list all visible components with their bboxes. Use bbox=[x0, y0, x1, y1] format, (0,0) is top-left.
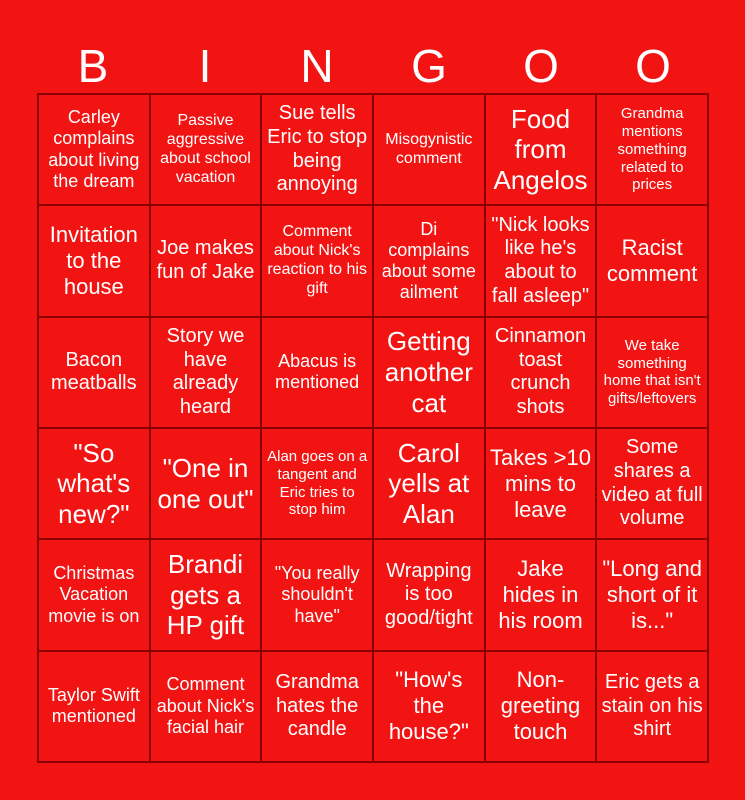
bingo-cell[interactable]: Wrapping is too good/tight bbox=[373, 539, 485, 650]
bingo-header bbox=[37, 38, 709, 94]
bingo-cell[interactable]: "You really shouldn't have" bbox=[261, 539, 373, 650]
bingo-cell[interactable]: Grandma hates the candle bbox=[261, 651, 373, 762]
bingo-cell[interactable]: Grandma mentions something related to prices bbox=[596, 94, 708, 205]
bingo-cell[interactable]: Carley complains about living the dream bbox=[38, 94, 150, 205]
bingo-cell[interactable]: Eric gets a stain on his shirt bbox=[596, 651, 708, 762]
header-letter-6: O bbox=[635, 40, 671, 92]
header-letter-1: B bbox=[77, 40, 109, 92]
bingo-cell[interactable]: Taylor Swift mentioned bbox=[38, 651, 150, 762]
bingo-cell[interactable]: Carol yells at Alan bbox=[373, 428, 485, 539]
bingo-cell[interactable]: Getting another cat bbox=[373, 317, 485, 428]
bingo-cell[interactable]: Some shares a video at full volume bbox=[596, 428, 708, 539]
bingo-cell[interactable]: Di complains about some ailment bbox=[373, 205, 485, 316]
bingo-cell[interactable]: "Nick looks like he's about to fall asleep" bbox=[485, 205, 597, 316]
bingo-cell[interactable]: We take something home that isn't gifts/leftovers bbox=[596, 317, 708, 428]
bingo-cell[interactable]: Abacus is mentioned bbox=[261, 317, 373, 428]
bingo-cell[interactable]: "How's the house?" bbox=[373, 651, 485, 762]
bingo-cell[interactable]: Jake hides in his room bbox=[485, 539, 597, 650]
bingo-cell[interactable]: Brandi gets a HP gift bbox=[150, 539, 262, 650]
bingo-cell[interactable]: Comment about Nick's reaction to his gift bbox=[261, 205, 373, 316]
bingo-cell[interactable]: Story we have already heard bbox=[150, 317, 262, 428]
bingo-cell[interactable]: Misogynistic comment bbox=[373, 94, 485, 205]
bingo-cell[interactable]: Christmas Vacation movie is on bbox=[38, 539, 150, 650]
bingo-cell[interactable]: Alan goes on a tangent and Eric tries to stop him bbox=[261, 428, 373, 539]
header-letter-5: O bbox=[523, 40, 559, 92]
header-letter-2: I bbox=[198, 40, 212, 92]
bingo-board bbox=[37, 93, 709, 763]
bingo-cell[interactable]: Racist comment bbox=[596, 205, 708, 316]
bingo-cell[interactable]: Passive aggressive about school vacation bbox=[150, 94, 262, 205]
bingo-cell[interactable]: "One in one out" bbox=[150, 428, 262, 539]
header-letter-3: N bbox=[300, 40, 334, 92]
bingo-cell[interactable]: "Long and short of it is..." bbox=[596, 539, 708, 650]
bingo-cell[interactable]: Non-greeting touch bbox=[485, 651, 597, 762]
bingo-cell[interactable]: Comment about Nick's facial hair bbox=[150, 651, 262, 762]
header-letter-4: G bbox=[411, 40, 447, 92]
bingo-cell[interactable]: Bacon meatballs bbox=[38, 317, 150, 428]
bingo-cell[interactable]: Food from Angelos bbox=[485, 94, 597, 205]
bingo-cell[interactable]: Joe makes fun of Jake bbox=[150, 205, 262, 316]
bingo-cell[interactable]: Invitation to the house bbox=[38, 205, 150, 316]
bingo-cell[interactable]: "So what's new?" bbox=[38, 428, 150, 539]
bingo-cell[interactable]: Takes >10 mins to leave bbox=[485, 428, 597, 539]
bingo-cell[interactable]: Cinnamon toast crunch shots bbox=[485, 317, 597, 428]
bingo-cell[interactable]: Sue tells Eric to stop being annoying bbox=[261, 94, 373, 205]
